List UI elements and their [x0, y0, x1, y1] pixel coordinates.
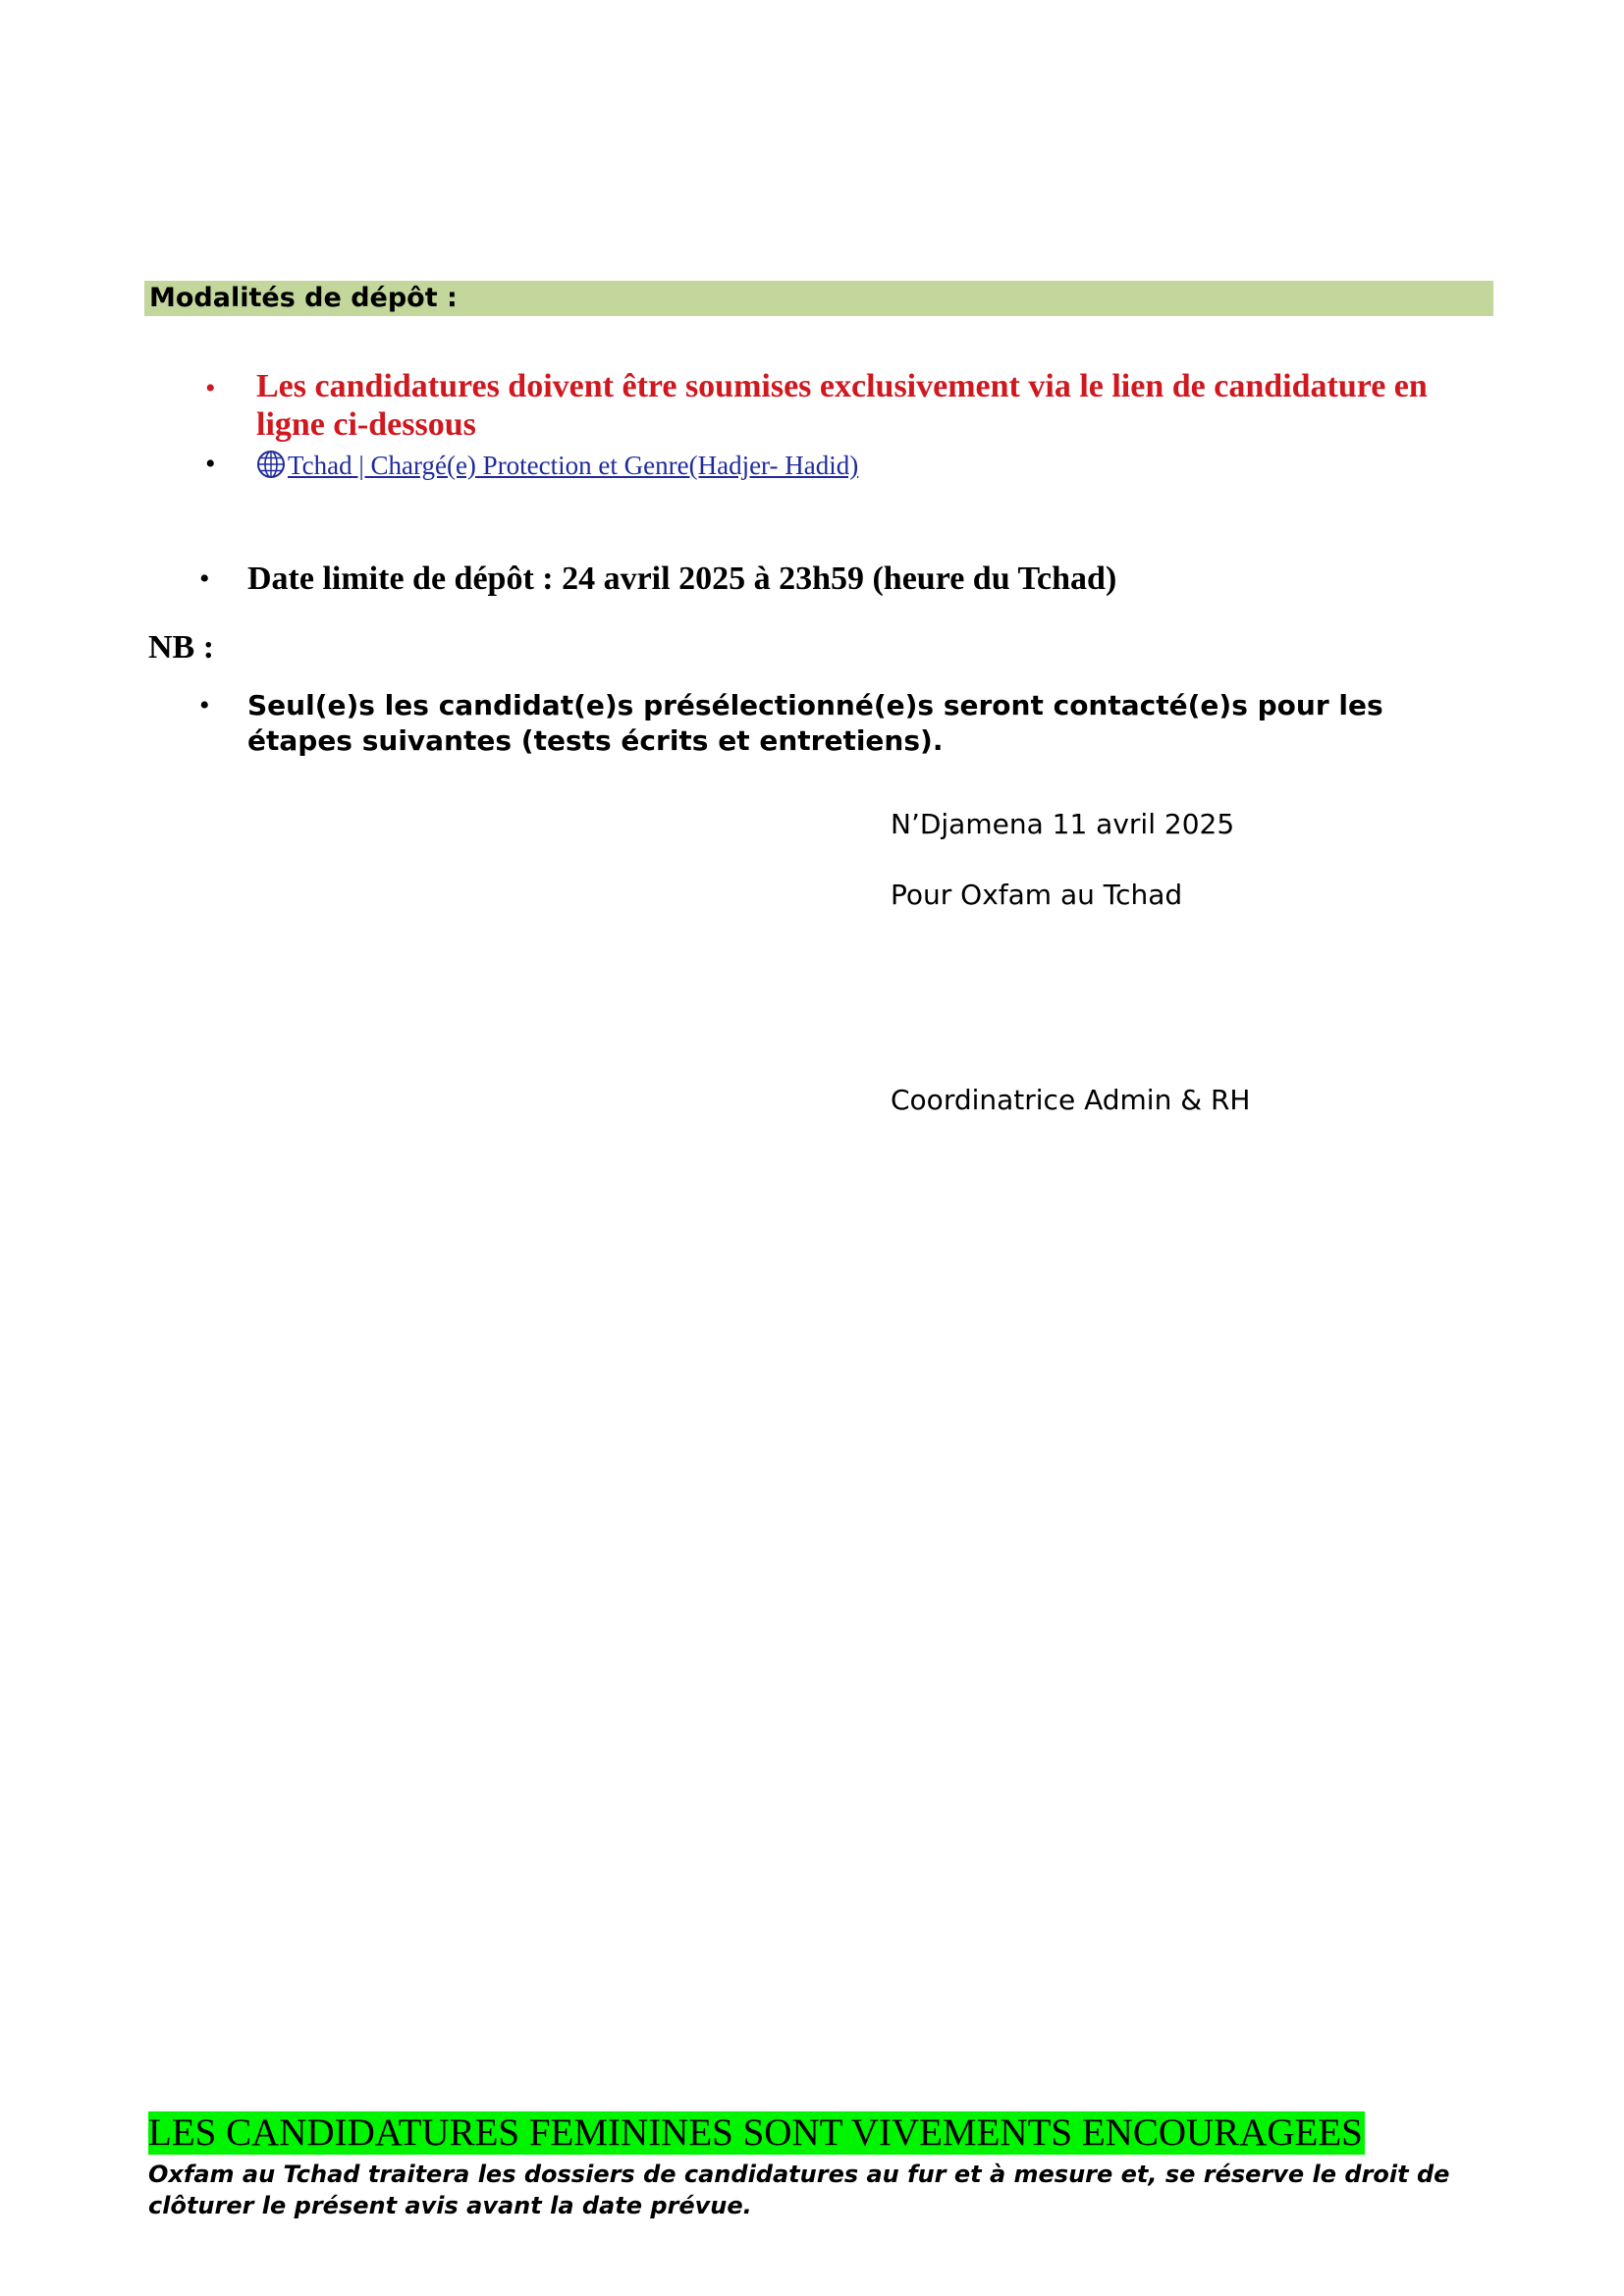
- encouragement-banner: LES CANDIDATURES FEMININES SONT VIVEMENTS ENCOURAGEES: [148, 2111, 1363, 2154]
- bullet-icon: •: [199, 562, 210, 595]
- globe-icon: [256, 450, 286, 479]
- section-heading: Modalités de dépôt :: [144, 281, 1493, 316]
- application-link[interactable]: Tchad | Chargé(e) Protection et Genre(Hadjer- Hadid): [288, 451, 859, 480]
- bullet-icon: •: [205, 372, 216, 404]
- bullet-icon: •: [205, 448, 216, 480]
- deadline: Date limite de dépôt : 24 avril 2025 à 23h59 (heure du Tchad): [247, 561, 1117, 597]
- application-link-item: [256, 448, 858, 483]
- submission-instruction: Les candidatures doivent être soumises exclusivement via le lien de candidature en ligne ci-dessous: [256, 368, 1428, 443]
- bullet-icon: •: [199, 689, 210, 721]
- signature-on-behalf: Pour Oxfam au Tchad: [891, 879, 1183, 911]
- nb-label: NB :: [148, 629, 215, 666]
- signature-role: Coordinatrice Admin & RH: [891, 1084, 1251, 1116]
- signature-place-date: N’Djamena 11 avril 2025: [891, 808, 1235, 840]
- closing-note: Oxfam au Tchad traitera les dossiers de candidatures au fur et à mesure et, se réserve le droit de clôturer le présent avis avant la date prévue.: [148, 2161, 1450, 2219]
- nb-text: Seul(e)s les candidat(e)s présélectionné(e)s seront contacté(e)s pour les étapes suivantes (tests écrits et entretiens).: [247, 689, 1383, 757]
